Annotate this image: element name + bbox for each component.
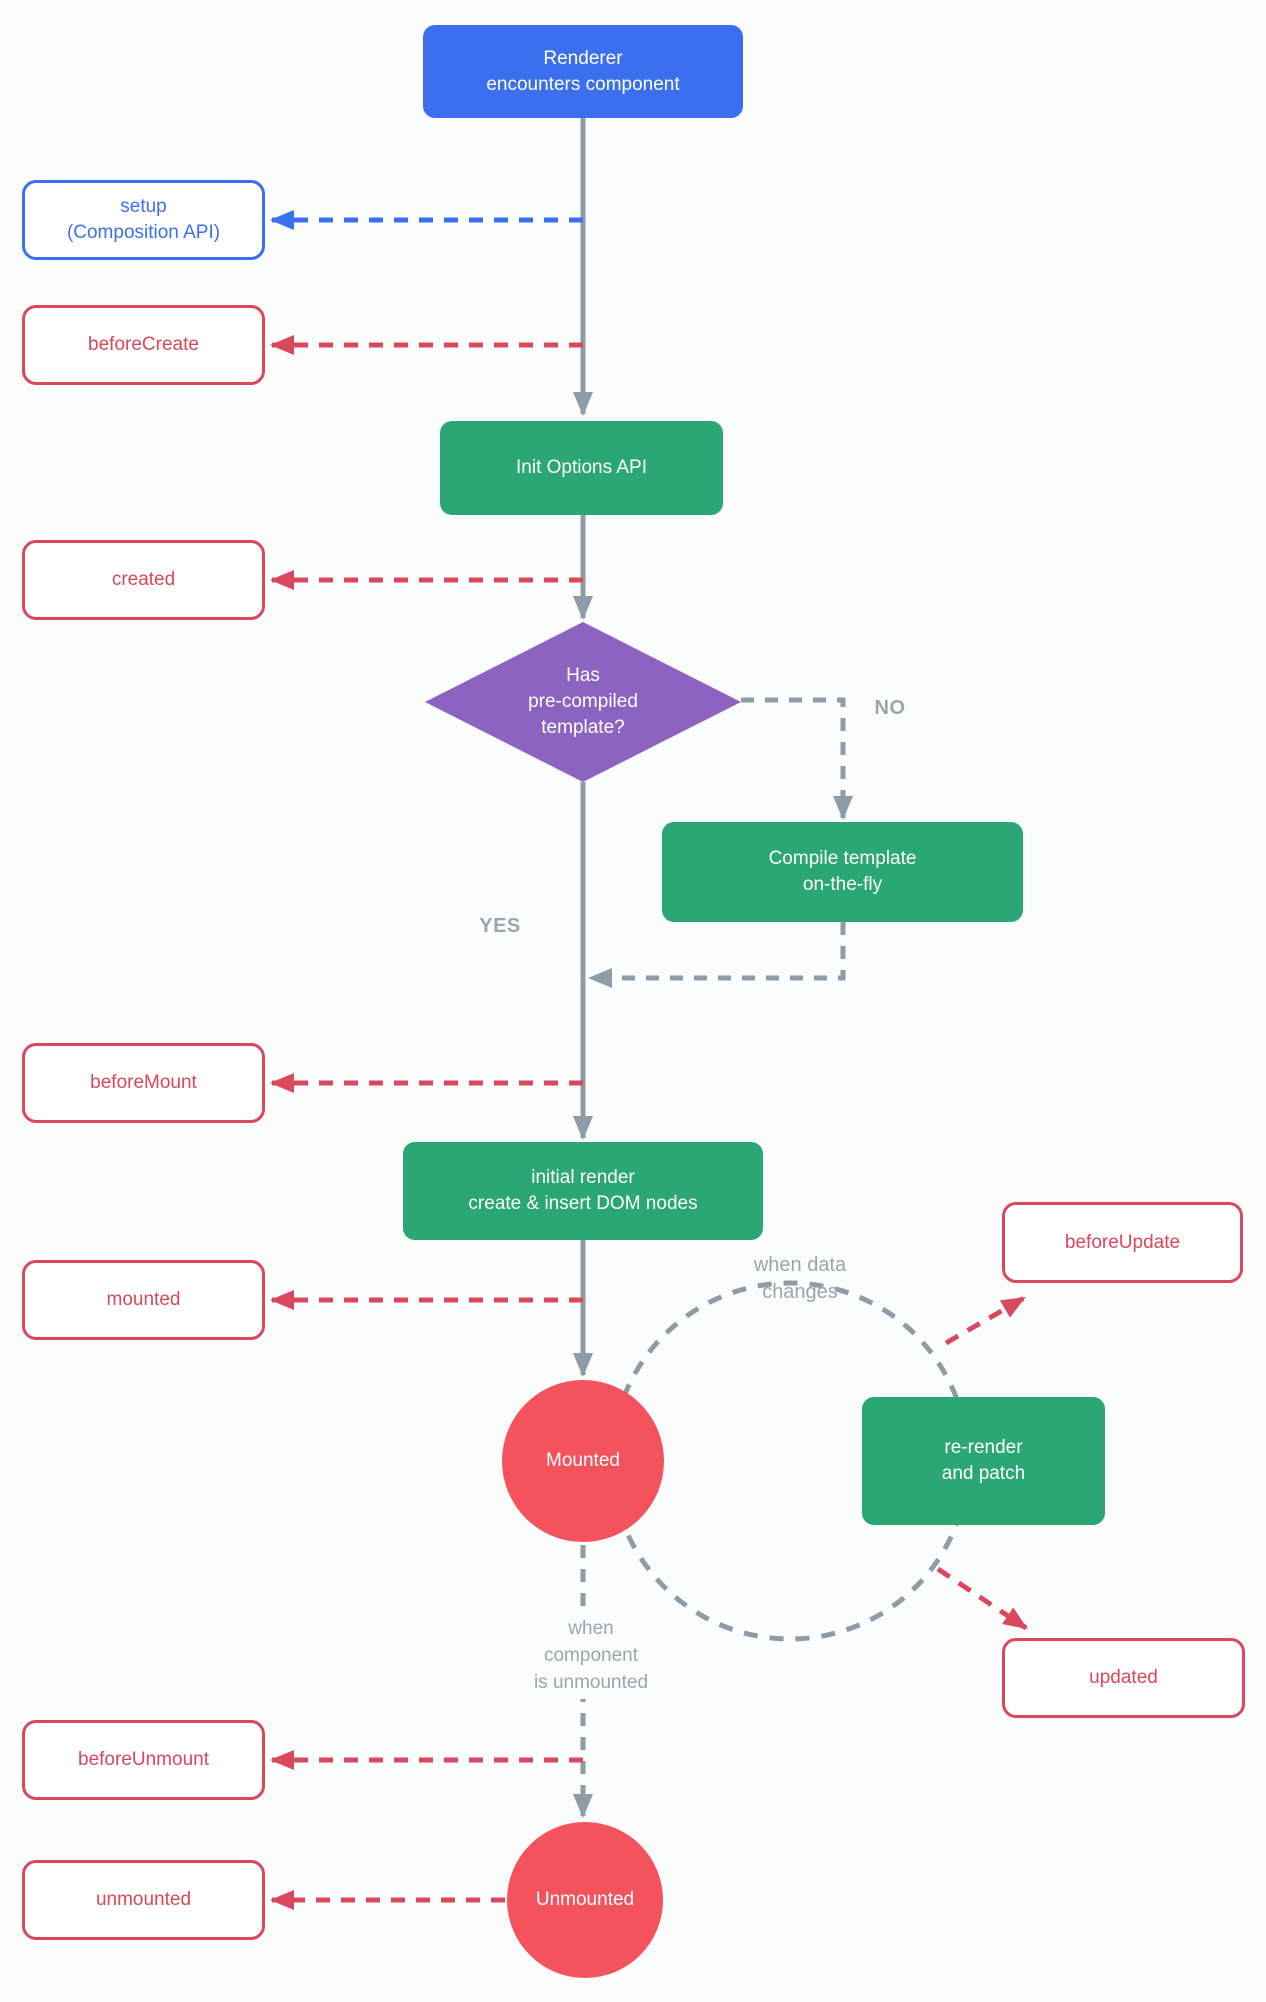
label-when-unmounted-line2: component xyxy=(543,1645,638,1666)
node-renderer-line1: Renderer xyxy=(543,47,623,69)
flow-compile-return xyxy=(590,922,843,978)
arrow-updated xyxy=(938,1569,1026,1628)
hook-mounted xyxy=(22,1260,265,1340)
node-re-render-and-patch xyxy=(862,1397,1105,1525)
node-compile-line2: on-the-fly xyxy=(802,874,883,895)
label-when-unmounted-line1: when xyxy=(568,1618,614,1639)
node-re-render-line2: and patch xyxy=(941,1463,1026,1484)
node-initial-render-line1: initial render xyxy=(531,1167,635,1188)
node-unmounted-state xyxy=(507,1822,663,1978)
hook-before-update xyxy=(1002,1202,1243,1283)
flow-no-branch xyxy=(741,700,843,818)
arrow-before-update xyxy=(946,1298,1024,1343)
node-has-precompiled-template xyxy=(463,637,703,767)
node-mounted-state xyxy=(502,1380,664,1542)
label-yes: YES xyxy=(479,915,521,937)
hook-unmounted xyxy=(22,1860,265,1940)
node-compile-template xyxy=(662,822,1023,922)
hook-before-update-label: beforeUpdate xyxy=(1064,1231,1181,1253)
diamond-line3: template? xyxy=(541,717,625,738)
label-when-unmounted-line3: is unmounted xyxy=(533,1672,649,1693)
unmounted-state-label: Unmounted xyxy=(535,1889,635,1910)
label-when-data-line2: changes xyxy=(762,1281,838,1303)
hook-created xyxy=(22,540,265,620)
hook-before-mount xyxy=(22,1043,265,1123)
hook-before-unmount-label: beforeUnmount xyxy=(78,1749,209,1770)
diamond-line2: pre-compiled xyxy=(528,691,638,712)
node-initial-render xyxy=(403,1142,763,1240)
label-no: NO xyxy=(874,697,906,719)
hook-before-create xyxy=(22,305,265,385)
hook-setup xyxy=(22,180,265,260)
node-renderer-encounters-component xyxy=(423,25,743,118)
hook-mounted-label: mounted xyxy=(106,1289,181,1310)
hook-before-unmount xyxy=(22,1720,265,1800)
hook-before-create-label: beforeCreate xyxy=(88,334,199,355)
node-init-options-api xyxy=(440,421,723,515)
hook-updated xyxy=(1002,1638,1245,1718)
mounted-state-label: Mounted xyxy=(546,1450,620,1471)
hook-setup-line1: setup xyxy=(120,196,167,217)
hook-created-label: created xyxy=(111,569,176,590)
hook-unmounted-label: unmounted xyxy=(95,1889,192,1910)
hook-setup-line2: (Composition API) xyxy=(66,222,221,243)
node-renderer-line2: encounters component xyxy=(486,73,680,95)
label-when-component-unmounted xyxy=(493,1612,689,1699)
label-when-data-changes xyxy=(710,1252,890,1306)
node-initial-render-line2: create & insert DOM nodes xyxy=(468,1193,698,1214)
hook-updated-label: updated xyxy=(1089,1667,1158,1688)
node-init-options-label: Init Options API xyxy=(516,457,647,478)
label-when-data-line1: when data xyxy=(753,1254,847,1276)
node-re-render-line1: re-render xyxy=(944,1437,1023,1458)
node-compile-line1: Compile template xyxy=(768,848,917,869)
diamond-line1: Has xyxy=(566,665,600,686)
hook-before-mount-label: beforeMount xyxy=(90,1072,197,1093)
